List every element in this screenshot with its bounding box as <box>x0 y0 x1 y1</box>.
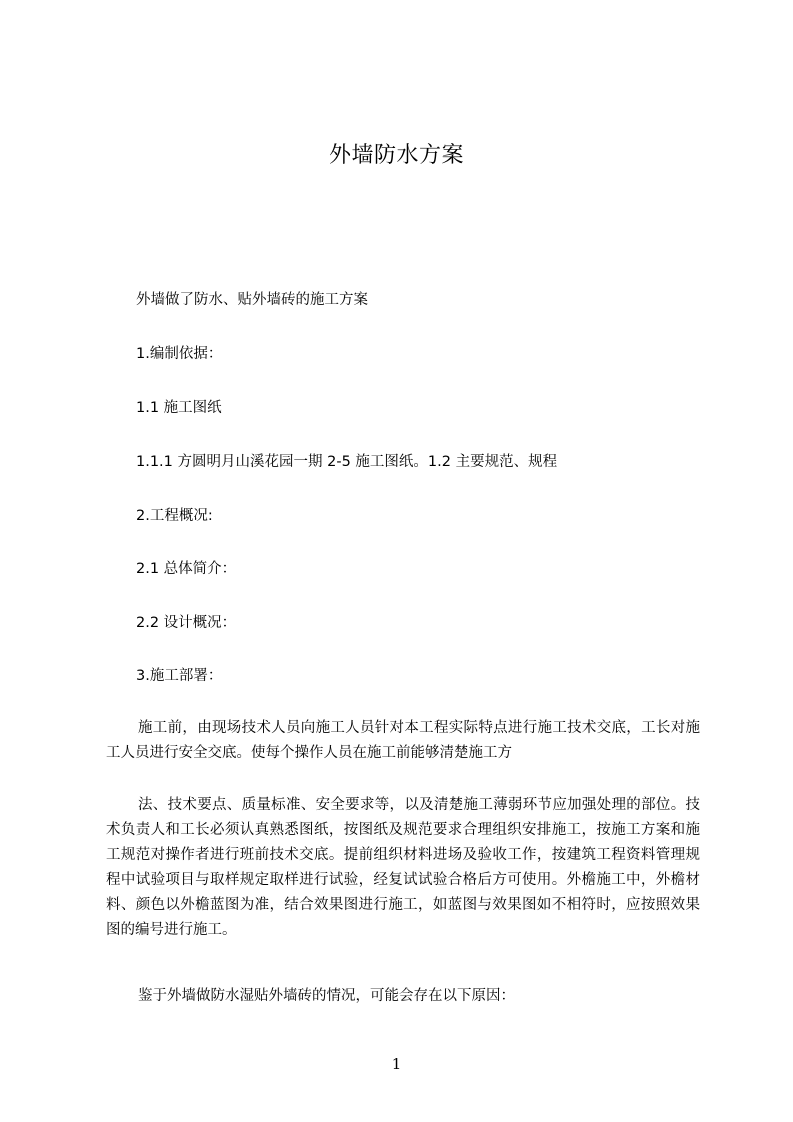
heading-design-overview: 2.2 设计概况： <box>136 615 237 631</box>
heading-drawings: 1.1 施工图纸 <box>136 400 222 416</box>
heading-drawings-detail: 1.1.1 方圆明月山溪花园一期 2-5 施工图纸。1.2 主要规范、规程 <box>136 454 558 470</box>
heading-overview: 2.工程概况: <box>136 508 213 524</box>
paragraph-causes: 鉴于外墙做防水湿贴外墙砖的情况，可能会存在以下原因： <box>138 988 515 1004</box>
heading-general-intro: 2.1 总体简介： <box>136 561 237 577</box>
heading-basis: 1.编制依据： <box>136 346 223 362</box>
page-number: 1 <box>391 1055 402 1073</box>
document-subtitle: 外墙做了防水、贴外墙砖的施工方案 <box>136 292 368 308</box>
paragraph-pre-construction: 施工前，由现场技术人员向施工人员针对本工程实际特点进行施工技术交底，工长对施工人员进行安全交底。使每个操作人员在施工前能够清楚施工方 <box>106 720 700 761</box>
paragraph-technical-points: 法、技术要点、质量标准、安全要求等，以及清楚施工薄弱环节应加强处理的部位。技术负责人和工长必须认真熟悉图纸，按图纸及规范要求合理组织安排施工，按施工方案和施工规范对操作者进行班前技术交底。提前组织材料进场及验收工作，按建筑工程资料管理规程中试验项目与取样规定取样进行试验，经复试试验合格后方可使用。外檐施工中，外檐材料、颜色以外檐蓝图为准，结合效果图进行施工，如蓝图与效果图如不相符时，应按照效果图的编号进行施工。 <box>106 797 700 938</box>
document-title: 外墙防水方案 <box>328 143 464 168</box>
heading-deployment: 3.施工部署： <box>136 668 223 684</box>
